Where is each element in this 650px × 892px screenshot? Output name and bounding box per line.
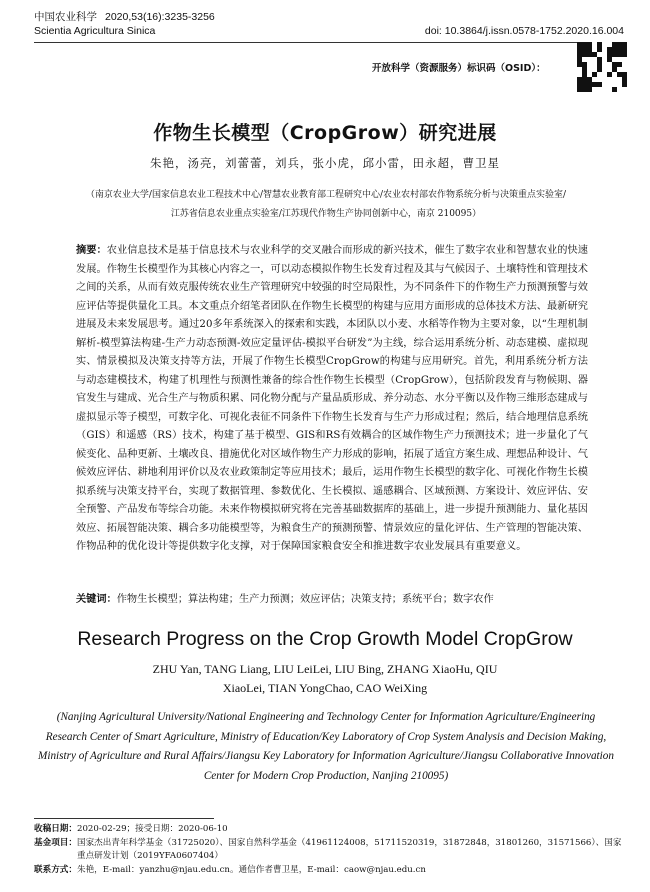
running-header	[34, 10, 624, 38]
dates-label: 收稿日期：	[34, 824, 77, 834]
fund-value: 国家杰出青年科学基金（31725020）、国家自然科学基金（41961124008，51711520319，31872848，31801260，31571566）、国家重点研发计划（2019YFA0607404）	[76, 837, 622, 861]
authors-cn: 朱艳，汤亮，刘蕾蕾，刘兵，张小虎，邱小雷，田永超，曹卫星	[150, 156, 500, 170]
keywords-cn	[76, 592, 606, 608]
funding	[34, 837, 624, 864]
osid-label: 开放科学（资源服务）标识码（OSID）：	[372, 63, 546, 74]
received-dates	[34, 823, 624, 837]
contact-label: 联系方式：	[34, 864, 77, 875]
qr-code-icon[interactable]	[577, 42, 627, 92]
abstract-text: 农业信息技术是基于信息技术与农业科学的交叉融合而形成的新兴技术，催生了数字农业和智慧农业的快速发展。作物生长模型作为其核心内容之一，可以动态模拟作物生长发育过程及其与气候因子、土壤特性和管理技术之间的关系，从而有效克服传统农业生产管理研究中较强的时空局限性，为不同条件下的作物生产力预测预警与效应评估等提供量化工具。本文重点介绍笔者团队在作物生长模型的构建与应用方面形成的总体技术方法、最新研究进展及未来发展思考。通过20多年系统深入的探索和实践，本团队以小麦、水稻等作物为主要对象，以“生理机制解析-模型算法构建-生产力动态预测-效应定量评估-模拟平台研发”为主线，综合运用系统分析、动态建模、虚拟现实、情景模拟及决策支持等方法，开展了作物生长模型CropGrow的构建与应用研究。首先，利用系统分析方法与动态建模技术，构建了机理性与预测性兼备的综合性作物生长模型（CropGrow），包括阶段发育与物候期、器官发生与建成、光合生产与物质积累、同化物分配与产量品质形成、养分动态、水分平衡以及作物三维形态建成与虚拟显示等子模型，可数字化、可视化表征不同条件下作物生长发育与生产力形成过程；然后，结合地理信息系统（GIS）和遥感（RS）技术，构建了基于模型、GIS和RS有效耦合的区域作物生产力预测技术；进一步量化了气候变化、品种更新、土壤改良、措施优化对区域作物生产力形成的影响，拓展了适宜方案生成、理想品种设计、气候效应评估、耕地利用评价以及农业政策制定等应用技术；最后，运用作物生长模型的数字化、可视化作物生长模拟系统与决策支持平台，实现了数据管理、参数优化、生长模拟、遥感耦合、区域预测、方案设计、效应评估、安全预警、产品发布等综合功能。未来作物模拟研究将在完善基础数据库的基础上，进一步提升预测能力、量化基因效应、拓展智能决策、耦合多功能模型等，为粮食生产的预测预警、情景效应的量化评估、生产管理的智能决策、作物品种的优化设计等提供数字化支撑，对于保障国家粮食安全和推进数字农业发展具有重要意义。	[76, 245, 588, 552]
citation: 2020,53(16):3235-3256	[105, 11, 215, 23]
footnote-rule	[34, 818, 214, 819]
doi: doi: 10.3864/j.issn.0578-1752.2020.16.004	[424, 25, 624, 37]
footnotes	[34, 823, 624, 877]
affiliation-en: (Nanjing Agricultural University/National Engineering and Technology Center for Information Agriculture/Engineering Research Center of Smart Agriculture, Ministry of Education/Key Laboratory of Crop System Analysis and Decision Making, Ministry of Agriculture and Rural Affairs/Jiangsu Key Laboratory for Information Agriculture/Jiangsu Collaborative Innovation Center for Modern Crop Production, Nanjing 210095)	[38, 711, 614, 782]
contact-info	[34, 864, 624, 878]
affiliation-cn-line2: 江苏省信息农业重点实验室/江苏现代作物生产协同创新中心，南京 210095）	[170, 209, 482, 219]
contact-value: 朱艳，E-mail：yanzhu@njau.edu.cn。通信作者曹卫星，E-mail：caow@njau.edu.cn	[76, 864, 426, 875]
keywords-text: 作物生长模型；算法构建；生产力预测；效应评估；决策支持；系统平台；数字农作	[116, 594, 494, 605]
abstract-cn	[76, 242, 588, 557]
header-rule	[34, 42, 624, 43]
affiliation-cn	[70, 186, 582, 224]
authors-en: ZHU Yan, TANG Liang, LIU LeiLei, LIU Bing, ZHANG XiaoHu, QIU XiaoLei, TIAN YongChao, CAO WeiXing	[152, 662, 498, 695]
title-en: Research Progress on the Crop Growth Model CropGrow	[77, 628, 573, 650]
keywords-label: 关键词：	[76, 594, 117, 605]
journal-name-cn: 中国农业科学	[34, 11, 97, 23]
fund-label: 基金项目：	[34, 837, 77, 848]
journal-name-en: Scientia Agricultura Sinica	[34, 25, 156, 37]
abstract-label: 摘要：	[76, 245, 107, 256]
dates-value: 2020-02-29；接受日期：2020-06-10	[76, 824, 228, 834]
affiliation-cn-line1: （南京农业大学/国家信息农业工程技术中心/智慧农业教育部工程研究中心/农业农村部农作物系统分析与决策重点实验室/	[85, 190, 567, 200]
title-cn: 作物生长模型（CropGrow）研究进展	[153, 122, 497, 144]
